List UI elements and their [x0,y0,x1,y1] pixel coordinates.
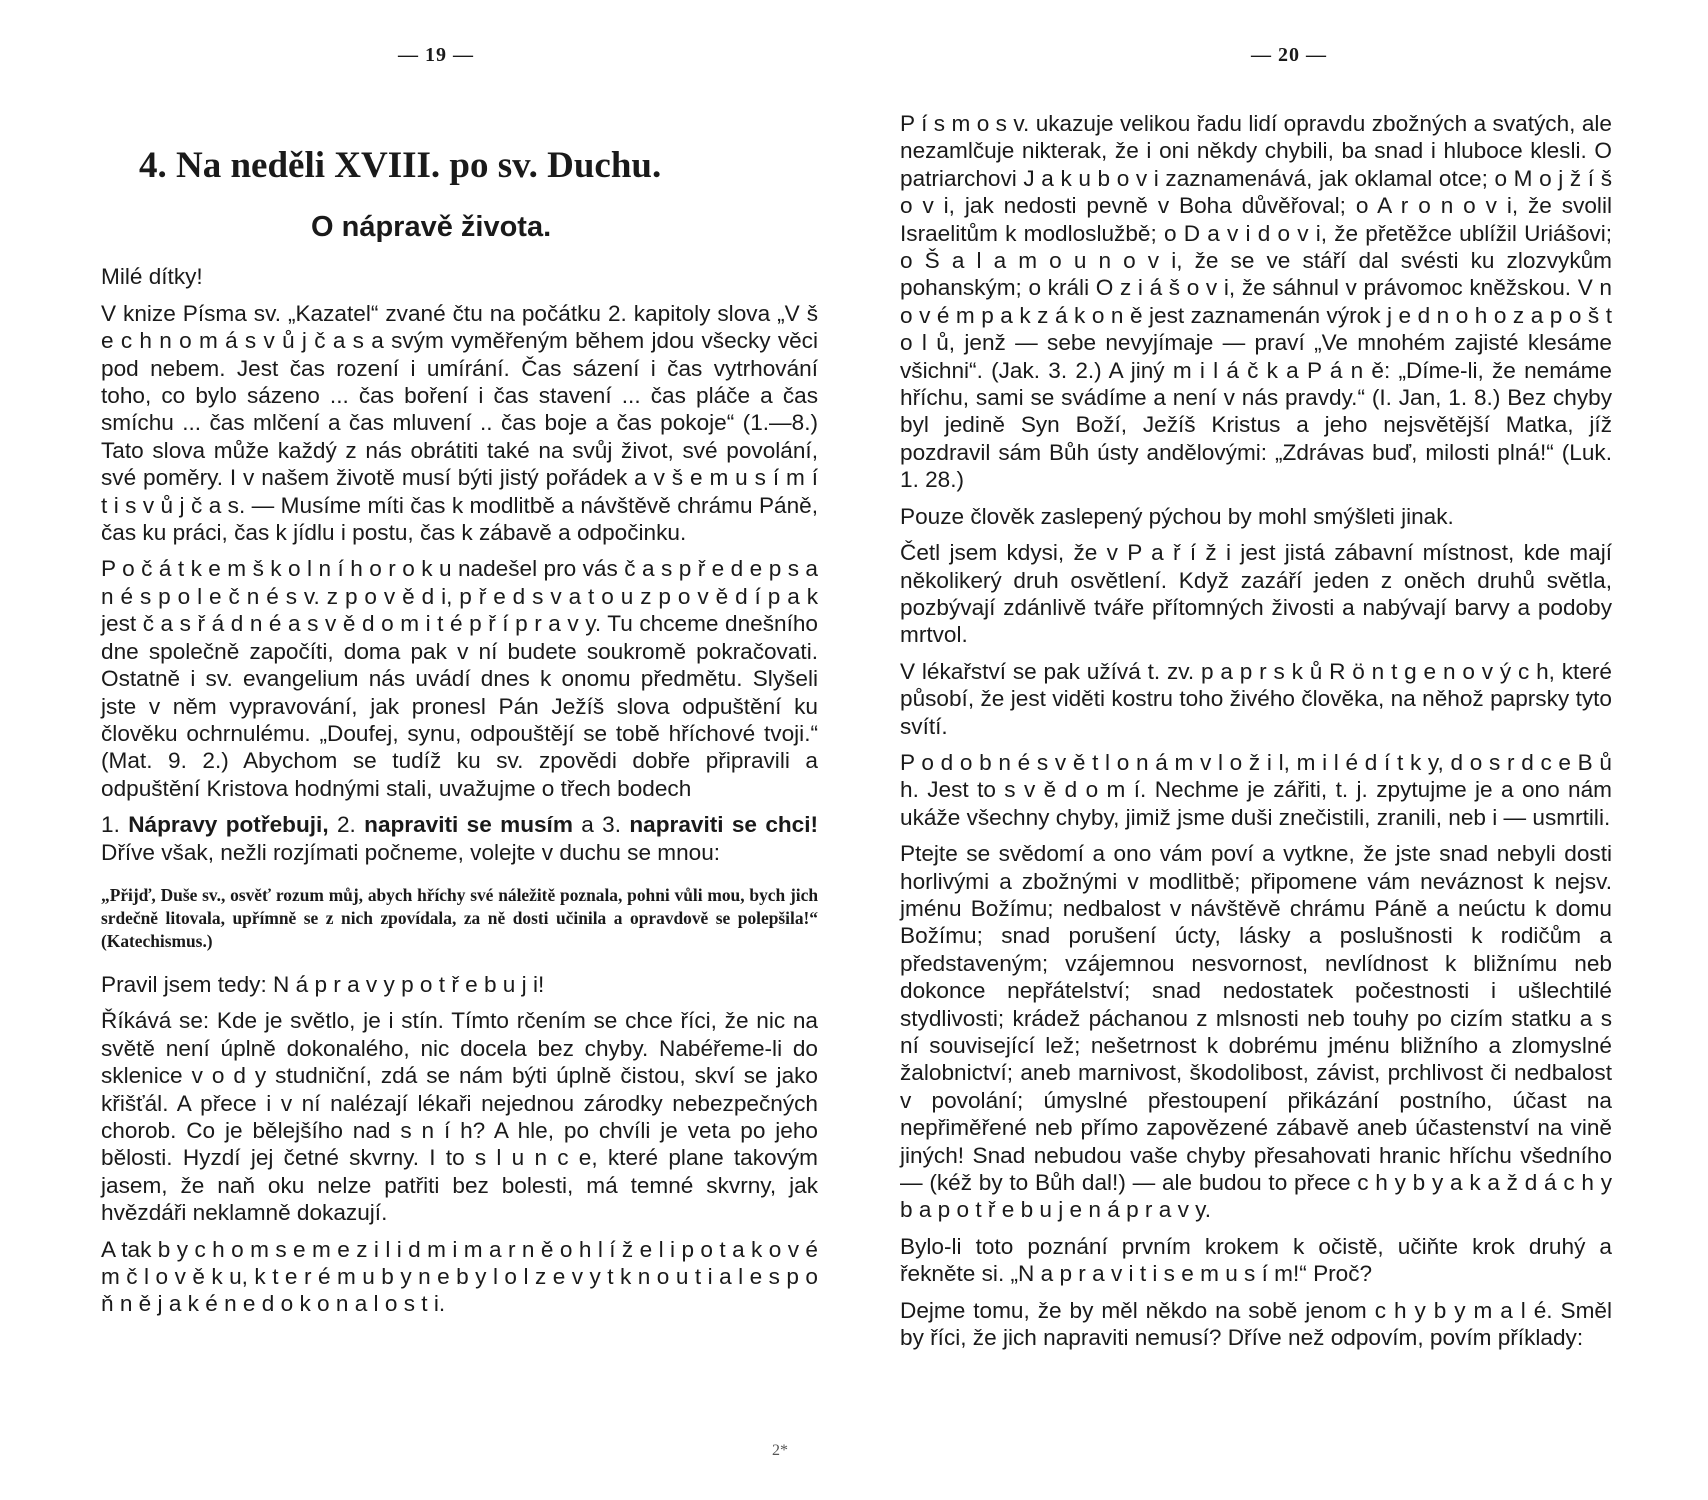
point-number: 1. [101,812,120,838]
paragraph: Ptejte se svědomí a ono vám poví a vytkne, že jste snad nebyli dosti horlivými a zbožnými v modlitbě; připomene vám neváznost k nejsv. jménu Božímu; nedbalost v návštěvě chrámu Páně a neúctu k domu Božímu; snad porušení úcty, lásky a poslušnosti k rodičům a představeným; vzájemnou nesvornost, nevlídnost k bližnímu neb dokonce nepřátelství; snad nedostatek počestnosti i ušlechtilé stydlivosti; krádež páchanou z mlsnosti neb touhy po cizím statku a s ní související lež; nešetrnost k dobrému jménu bližního a zlomyslné žalobnictví; aneb marnivost, škodolibost, závist, prchlivost či nedbalost v povolání; úmyslné přestoupení přikázání postního, účast na nepřiměřené neb přímo zapovězené zábavě aneb účastenství na vině jiných! Snad nebudou vaše chyby přesahovati hranic hříchu všedního — (kéž by to Bůh dal!) — ale budou to přece c h y b y a k a ž d á c h y b a p o t ř e b u j e n á p r a v y. [900,841,1612,1223]
point-number: a 3. [581,812,622,838]
paragraph: Bylo-li toto poznání prvním krokem k očistě, učiňte krok druhý a řekněte si. „N a p r a v i t i s e m u s í m!“ Proč? [900,1233,1612,1287]
chapter-title: 4. Na neděli XVIII. po sv. Duchu. [139,145,662,186]
page-number: — 19 — [398,44,474,66]
paragraph: V knize Písma sv. „Kazatel“ zvané čtu na počátku 2. kapitoly slova „V š e c h n o m á s v ů j č a s a svým vyměřeným během jdou všecky věci pod nebem. Jest čas rození i umírání. Čas sázení i čas vytrhování toho, co bylo sázeno ... čas boření i čas stavení ... čas pláče a čas smíchu ... čas mlčení a čas mluvení .. čas boje a čas pokoje“ (1.—8.) Tato slova může každý z nás obrátiti také na svůj život, své povolání, své poměry. I v našem životě musí býti jistý pořádek a v š e m u s í m í t i s v ů j č a s. — Musíme míti čas k modlitbě a návštěvě chrámu Páně, čas ku práci, čas k jídlu i postu, čas k zábavě a odpočinku. [101,300,818,546]
three-points [101,811,818,866]
paragraph: Četl jsem kdysi, že v P a ř í ž i jest jistá zábavní místnost, kde mají několikerý druh osvětlení. Když zazáří jeden z oněch druhů světla, pozbývají zdánlivě tváře přítomných živosti a nabývají barvy a podoby mrtvol. [900,540,1612,648]
paragraph: P o d o b n é s v ě t l o n á m v l o ž i l, m i l é d í t k y, d o s r d c e B ů h. Jest to s v ě d o m í. Nechme je zářiti, t. j. zpytujme je a ono nám ukáže všechny chyby, jimiž jsme duši znečistili, zranili, neb i — usmrtili. [900,749,1612,830]
paragraph: Pravil jsem tedy: N á p r a v y p o t ř e b u j i! [101,971,545,997]
page-number: — 20 — [1251,44,1327,66]
signature-mark: 2* [772,1442,788,1459]
text-column [900,110,1612,1360]
point-one: Nápravy potřebuji, [128,812,329,838]
paragraph: A tak b y c h o m s e m e z i l i d m i m a r n ě o h l í ž e l i p o t a k o v é m č l o v ě k u, k t e r é m u b y n e b y l o l z e v y t k n o u t i a l e s p o ň n ě j a k é n e d o k o n a l o s t i. [101,1236,818,1317]
paragraph: Říkává se: Kde je světlo, je i stín. Tímto rčením se chce říci, že nic na světě není úplně dokonalého, nic docela bez chyby. Nabéřeme-li do sklenice v o d y studniční, zdá se nám býti úplně čistou, skví se jako křišťál. A přece i v ní nalézají lékaři nejednou zárodky nebezpečných chorob. Co je bělejšího nad s n í h? A hle, po chvíli je veta po jeho bělosti. Hyzdí jej četné skvrny. I to s l u n c e, které plane takovým jasem, že naň oku nelze patřiti bez bolesti, má temné skvrny, jak hvězdáři neklamně dokazují. [101,1008,818,1226]
prayer-quote: „Přijď, Duše sv., osvěť rozum můj, abych hříchy své náležitě poznala, pohni vůli mou, bych jich srdečně litovala, upřímně se z nich zpovídala, za ně dosti učinila a opravdově se polepšila!“ (Katechismus.) [101,884,818,951]
right-page [854,0,1708,1500]
text-column [101,108,818,1327]
paragraph: Dejme tomu, že by měl někdo na sobě jenom c h y b y m a l é. Směl by říci, že jich napraviti nemusí? Dříve než odpovím, povím příklady: [900,1297,1612,1351]
salutation: Milé dítky! [101,264,203,290]
paragraph: V lékařství se pak užívá t. zv. p a p r s k ů R ö n t g e n o v ý c h, které působí, že jest viděti kostru toho živého člověka, na něhož paprsky tyto svítí. [900,658,1612,739]
paragraph: P í s m o s v. ukazuje velikou řadu lidí opravdu zbožných a svatých, ale nezamlčuje nikterak, že i oni někdy chybili, ba snad i hluboce klesli. O patriarchovi J a k u b o v i zaznamenává, jak oklamal otce; o M o j ž í š o v i, jak nedosti pevně v Boha důvěřoval; o A r o n o v i, že svolil Israelitům k modloslužbě; o D a v i d o v i, že přetěžce ublížil Uriášovi; o Š a l a m o u n o v i, že se ve stáří dal svésti ku zlozvykům pohanským; o králi O z i á š o v i, že sáhnul v právomoc kněžskou. V n o v é m p a k z á k o n ě jest zaznamenán výrok j e d n o h o z a p o š t o l ů, jenž — sebe nevyjímaje — praví „Ve mnohém zajisté klesáme všichni“. (Jak. 3. 2.) A jiný m i l á č k a P á n ě: „Díme-li, že nemáme hříchu, sami se svádíme a není v nás pravdy.“ (I. Jan, 1. 8.) Bez chyby byl jedině Syn Boží, Ježíš Kristus a jeho nejsvětější Matka, jíž pozdravil sám Bůh ústy andělovými: „Zdrávas buď, milosti plná!“ (Luk. 1. 28.) [900,111,1612,493]
point-number: 2. [336,812,356,838]
paragraph: P o č á t k e m š k o l n í h o r o k u nadešel pro vás č a s p ř e d e p s a n é s p o l e č n é s v. z p o v ě d i, p ř e d s v a t o u z p o v ě d í p a k jest č a s ř á d n é a s v ě d o m i t é p ř í p r a v y. Tu chceme dnešního dne společně započíti, doma pak v ní budete soukromě pokračovati. Ostatně i sv. evangelium nás uvádí dnes k onomu předmětu. Slyšeli jste v něm vypravování, jak pronesl Pán Ježíš slova odpuštění ku člověku ochrnulému. „Doufej, synu, odpouštějí se tobě hříchové tvoji.“ (Mat. 9. 2.) Abychom se tudíž ku sv. zpovědi dobře připravili a odpuštění Kristova hodnými stali, uvažujme o třech bodech [101,556,818,801]
sermon-subtitle: O nápravě života. [311,211,552,243]
point-three: napraviti se chci! [629,812,819,838]
points-tail: Dříve však, nežli rozjímati počneme, volejte v duchu se mnou: [101,839,721,865]
point-two: napraviti se musím [364,812,573,838]
paragraph: Pouze člověk zaslepený pýchou by mohl smýšleti jinak. [900,503,1454,529]
